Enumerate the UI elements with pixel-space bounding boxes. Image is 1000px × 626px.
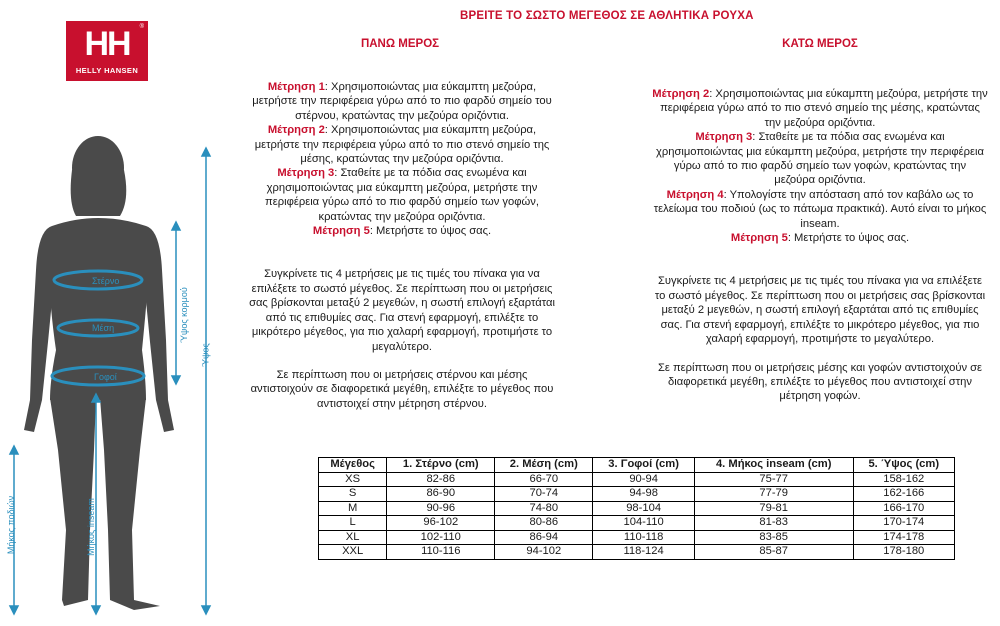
lower-measurement-5 bbox=[652, 231, 988, 245]
table-cell: 77-79 bbox=[694, 487, 853, 502]
table-cell: 118-124 bbox=[593, 545, 695, 560]
size-table-header-row bbox=[319, 458, 955, 473]
table-cell: 74-80 bbox=[495, 501, 593, 516]
table-cell: 170-174 bbox=[853, 516, 954, 531]
measurement-label: Μέτρηση 3 bbox=[277, 167, 335, 180]
table-cell: 75-77 bbox=[694, 472, 853, 487]
col-waist: 2. Μέση (cm) bbox=[495, 458, 593, 473]
table-cell: 110-116 bbox=[387, 545, 495, 560]
upper-instructions bbox=[248, 80, 556, 411]
table-cell: 158-162 bbox=[853, 472, 954, 487]
table-cell: 80-86 bbox=[495, 516, 593, 531]
lower-compare-text: Συγκρίνετε τις 4 μετρήσεις με τις τιμές του πίνακα για να επιλέξετε το σωστό μέγεθος. Σε περίπτωση που οι μετρήσεις σας βρίσκονται μεταξύ 2 μεγεθών, η σωστή επιλογή εξαρτάται από τις επιθυμίες σας. Για στενή εφαρμογή, επιλέξτε το μικρότερο μέγεθος, για πιο χαλαρή εφαρμογή, προτιμήστε το μεγαλύτερο. bbox=[654, 275, 986, 346]
table-cell: 66-70 bbox=[495, 472, 593, 487]
table-cell: 162-166 bbox=[853, 487, 954, 502]
col-height: 5. Ύψος (cm) bbox=[853, 458, 954, 473]
table-cell: 166-170 bbox=[853, 501, 954, 516]
table-cell: 81-83 bbox=[694, 516, 853, 531]
lower-measurement-3 bbox=[652, 130, 988, 188]
measurement-text: : Μετρήστε το ύψος σας. bbox=[369, 225, 492, 238]
measurement-label: Μέτρηση 1 bbox=[267, 81, 325, 93]
col-hips: 3. Γοφοί (cm) bbox=[593, 458, 695, 473]
measurement-label: Μέτρηση 5 bbox=[730, 232, 788, 245]
table-cell: 174-178 bbox=[853, 530, 954, 545]
upper-measurement-3 bbox=[248, 166, 556, 224]
lower-measurement-4 bbox=[652, 188, 988, 231]
table-row bbox=[319, 487, 955, 502]
table-cell: 86-90 bbox=[387, 487, 495, 502]
measurement-label: Μέτρηση 2 bbox=[267, 124, 325, 137]
measurement-text: : Χρησιμοποιώντας μια εύκαμπτη μεζούρα, μετρήστε την περιφέρεια γύρω από το πιο στενό σημείο της μέσης, κρατώντας την μεζούρα οριζόντια. bbox=[254, 124, 550, 166]
table-cell: 94-98 bbox=[593, 487, 695, 502]
measurement-text: : Υπολογίστε την απόσταση από τον καβάλο ως το τελείωμα του ποδιού (ως το πάτωμα πρακτικά). Αυτό είναι το μήκος inseam. bbox=[653, 188, 987, 230]
waist-label: Μέση bbox=[92, 323, 115, 333]
table-cell: S bbox=[319, 487, 387, 502]
torso-height-label: Ύψος κορμού bbox=[178, 287, 189, 343]
lower-measurement-2 bbox=[652, 87, 988, 130]
measurement-label: Μέτρηση 5 bbox=[312, 225, 370, 238]
chest-label: Στέρνο bbox=[92, 276, 120, 286]
table-row bbox=[319, 501, 955, 516]
upper-measurement-1 bbox=[248, 80, 556, 123]
leg-length-label: Μήκος ποδιών bbox=[6, 495, 17, 555]
table-cell: 82-86 bbox=[387, 472, 495, 487]
upper-note-text: Σε περίπτωση που οι μετρήσεις στέρνου και μέσης αντιστοιχούν σε διαφορετικά μεγέθη, επιλέξτε το μέγεθος που αντιστοιχεί στην μέτρηση στέρνου. bbox=[250, 368, 554, 410]
table-cell: 110-118 bbox=[593, 530, 695, 545]
measurement-text: : Χρησιμοποιώντας μια εύκαμπτη μεζούρα, μετρήστε την περιφέρεια γύρω από το πιο φαρδύ σημείο του στέρνου, κρατώντας την μεζούρα οριζόντια. bbox=[252, 81, 552, 122]
hips-label: Γοφοί bbox=[94, 372, 117, 382]
table-cell: M bbox=[319, 501, 387, 516]
logo-mark: HH bbox=[84, 25, 130, 63]
upper-measurement-5 bbox=[248, 224, 556, 238]
size-table-body bbox=[319, 472, 955, 559]
table-row bbox=[319, 530, 955, 545]
table-cell: 178-180 bbox=[853, 545, 954, 560]
lower-instructions bbox=[652, 87, 988, 404]
table-cell: 85-87 bbox=[694, 545, 853, 560]
table-cell: 86-94 bbox=[495, 530, 593, 545]
measurement-text: : Μετρήστε το ύψος σας. bbox=[787, 232, 910, 245]
table-row bbox=[319, 516, 955, 531]
size-table bbox=[318, 457, 955, 560]
table-cell: 98-104 bbox=[593, 501, 695, 516]
page-title: ΒΡΕΙΤΕ ΤΟ ΣΩΣΤΟ ΜΕΓΕΘΟΣ ΣΕ ΑΘΛΗΤΙΚΑ ΡΟΥΧΑ bbox=[460, 10, 754, 22]
upper-heading: ΠΑΝΩ ΜΕΡΟΣ bbox=[360, 38, 440, 50]
table-cell: 104-110 bbox=[593, 516, 695, 531]
helly-hansen-logo bbox=[66, 21, 148, 81]
lower-note-text: Σε περίπτωση που οι μετρήσεις μέσης και γοφών αντιστοιχούν σε διαφορετικά μεγέθη, επιλέξτε το μέγεθος που αντιστοιχεί στην μέτρηση γοφών. bbox=[657, 361, 983, 403]
table-cell: 96-102 bbox=[387, 516, 495, 531]
logo-registered: ® bbox=[139, 24, 144, 30]
measurement-label: Μέτρηση 3 bbox=[695, 131, 753, 144]
height-label: Ύψος bbox=[200, 343, 211, 367]
table-cell: XS bbox=[319, 472, 387, 487]
table-cell: 79-81 bbox=[694, 501, 853, 516]
table-cell: 83-85 bbox=[694, 530, 853, 545]
upper-measurement-2 bbox=[248, 123, 556, 166]
measurement-label: Μέτρηση 2 bbox=[652, 88, 710, 100]
logo-brand: HELLY HANSEN bbox=[75, 66, 139, 75]
measurement-label: Μέτρηση 4 bbox=[666, 188, 724, 201]
measurement-text: : Χρησιμοποιώντας μια εύκαμπτη μεζούρα, μετρήστε την περιφέρεια γύρω από το πιο στενό σημείο της μέσης, κρατώντας την μεζούρα οριζόντια. bbox=[660, 88, 988, 129]
table-cell: 70-74 bbox=[495, 487, 593, 502]
upper-compare-text: Συγκρίνετε τις 4 μετρήσεις με τις τιμές του πίνακα για να επιλέξετε το σωστό μέγεθος. Σε περίπτωση που οι μετρήσεις σας βρίσκονται μεταξύ 2 μεγεθών, η σωστή επιλογή εξαρτάται από τις επιθυμίες σας. Για στενή εφαρμογή, επιλέξτε το μικρότερο μέγεθος, για πιο χαλαρή εφαρμογή, προτιμήστε το μεγαλύτερο. bbox=[249, 268, 555, 353]
col-inseam: 4. Μήκος inseam (cm) bbox=[694, 458, 853, 473]
col-chest: 1. Στέρνο (cm) bbox=[387, 458, 495, 473]
table-cell: 94-102 bbox=[495, 545, 593, 560]
table-row bbox=[319, 472, 955, 487]
col-size: Μέγεθος bbox=[319, 458, 387, 473]
table-cell: 90-96 bbox=[387, 501, 495, 516]
table-cell: 90-94 bbox=[593, 472, 695, 487]
inseam-length-label: Μήκος inseam bbox=[85, 498, 96, 556]
measurement-text: : Σταθείτε με τα πόδια σας ενωμένα και χρησιμοποιώντας μια εύκαμπτη μεζούρα, μετρήστε την περιφέρεια γύρω από το πιο φαρδύ σημείο των γοφών, κρατώντας την μεζούρα οριζόντια. bbox=[656, 131, 984, 187]
table-cell: XL bbox=[319, 530, 387, 545]
table-cell: 102-110 bbox=[387, 530, 495, 545]
lower-heading: ΚΑΤΩ ΜΕΡΟΣ bbox=[782, 38, 858, 50]
table-cell: L bbox=[319, 516, 387, 531]
table-row bbox=[319, 545, 955, 560]
table-cell: XXL bbox=[319, 545, 387, 560]
measurement-text: : Σταθείτε με τα πόδια σας ενωμένα και χρησιμοποιώντας μια εύκαμπτη μεζούρα, μετρήστε την περιφέρεια γύρω από το πιο φαρδύ σημείο των γοφών, κρατώντας την μεζούρα οριζόντια. bbox=[265, 167, 539, 223]
